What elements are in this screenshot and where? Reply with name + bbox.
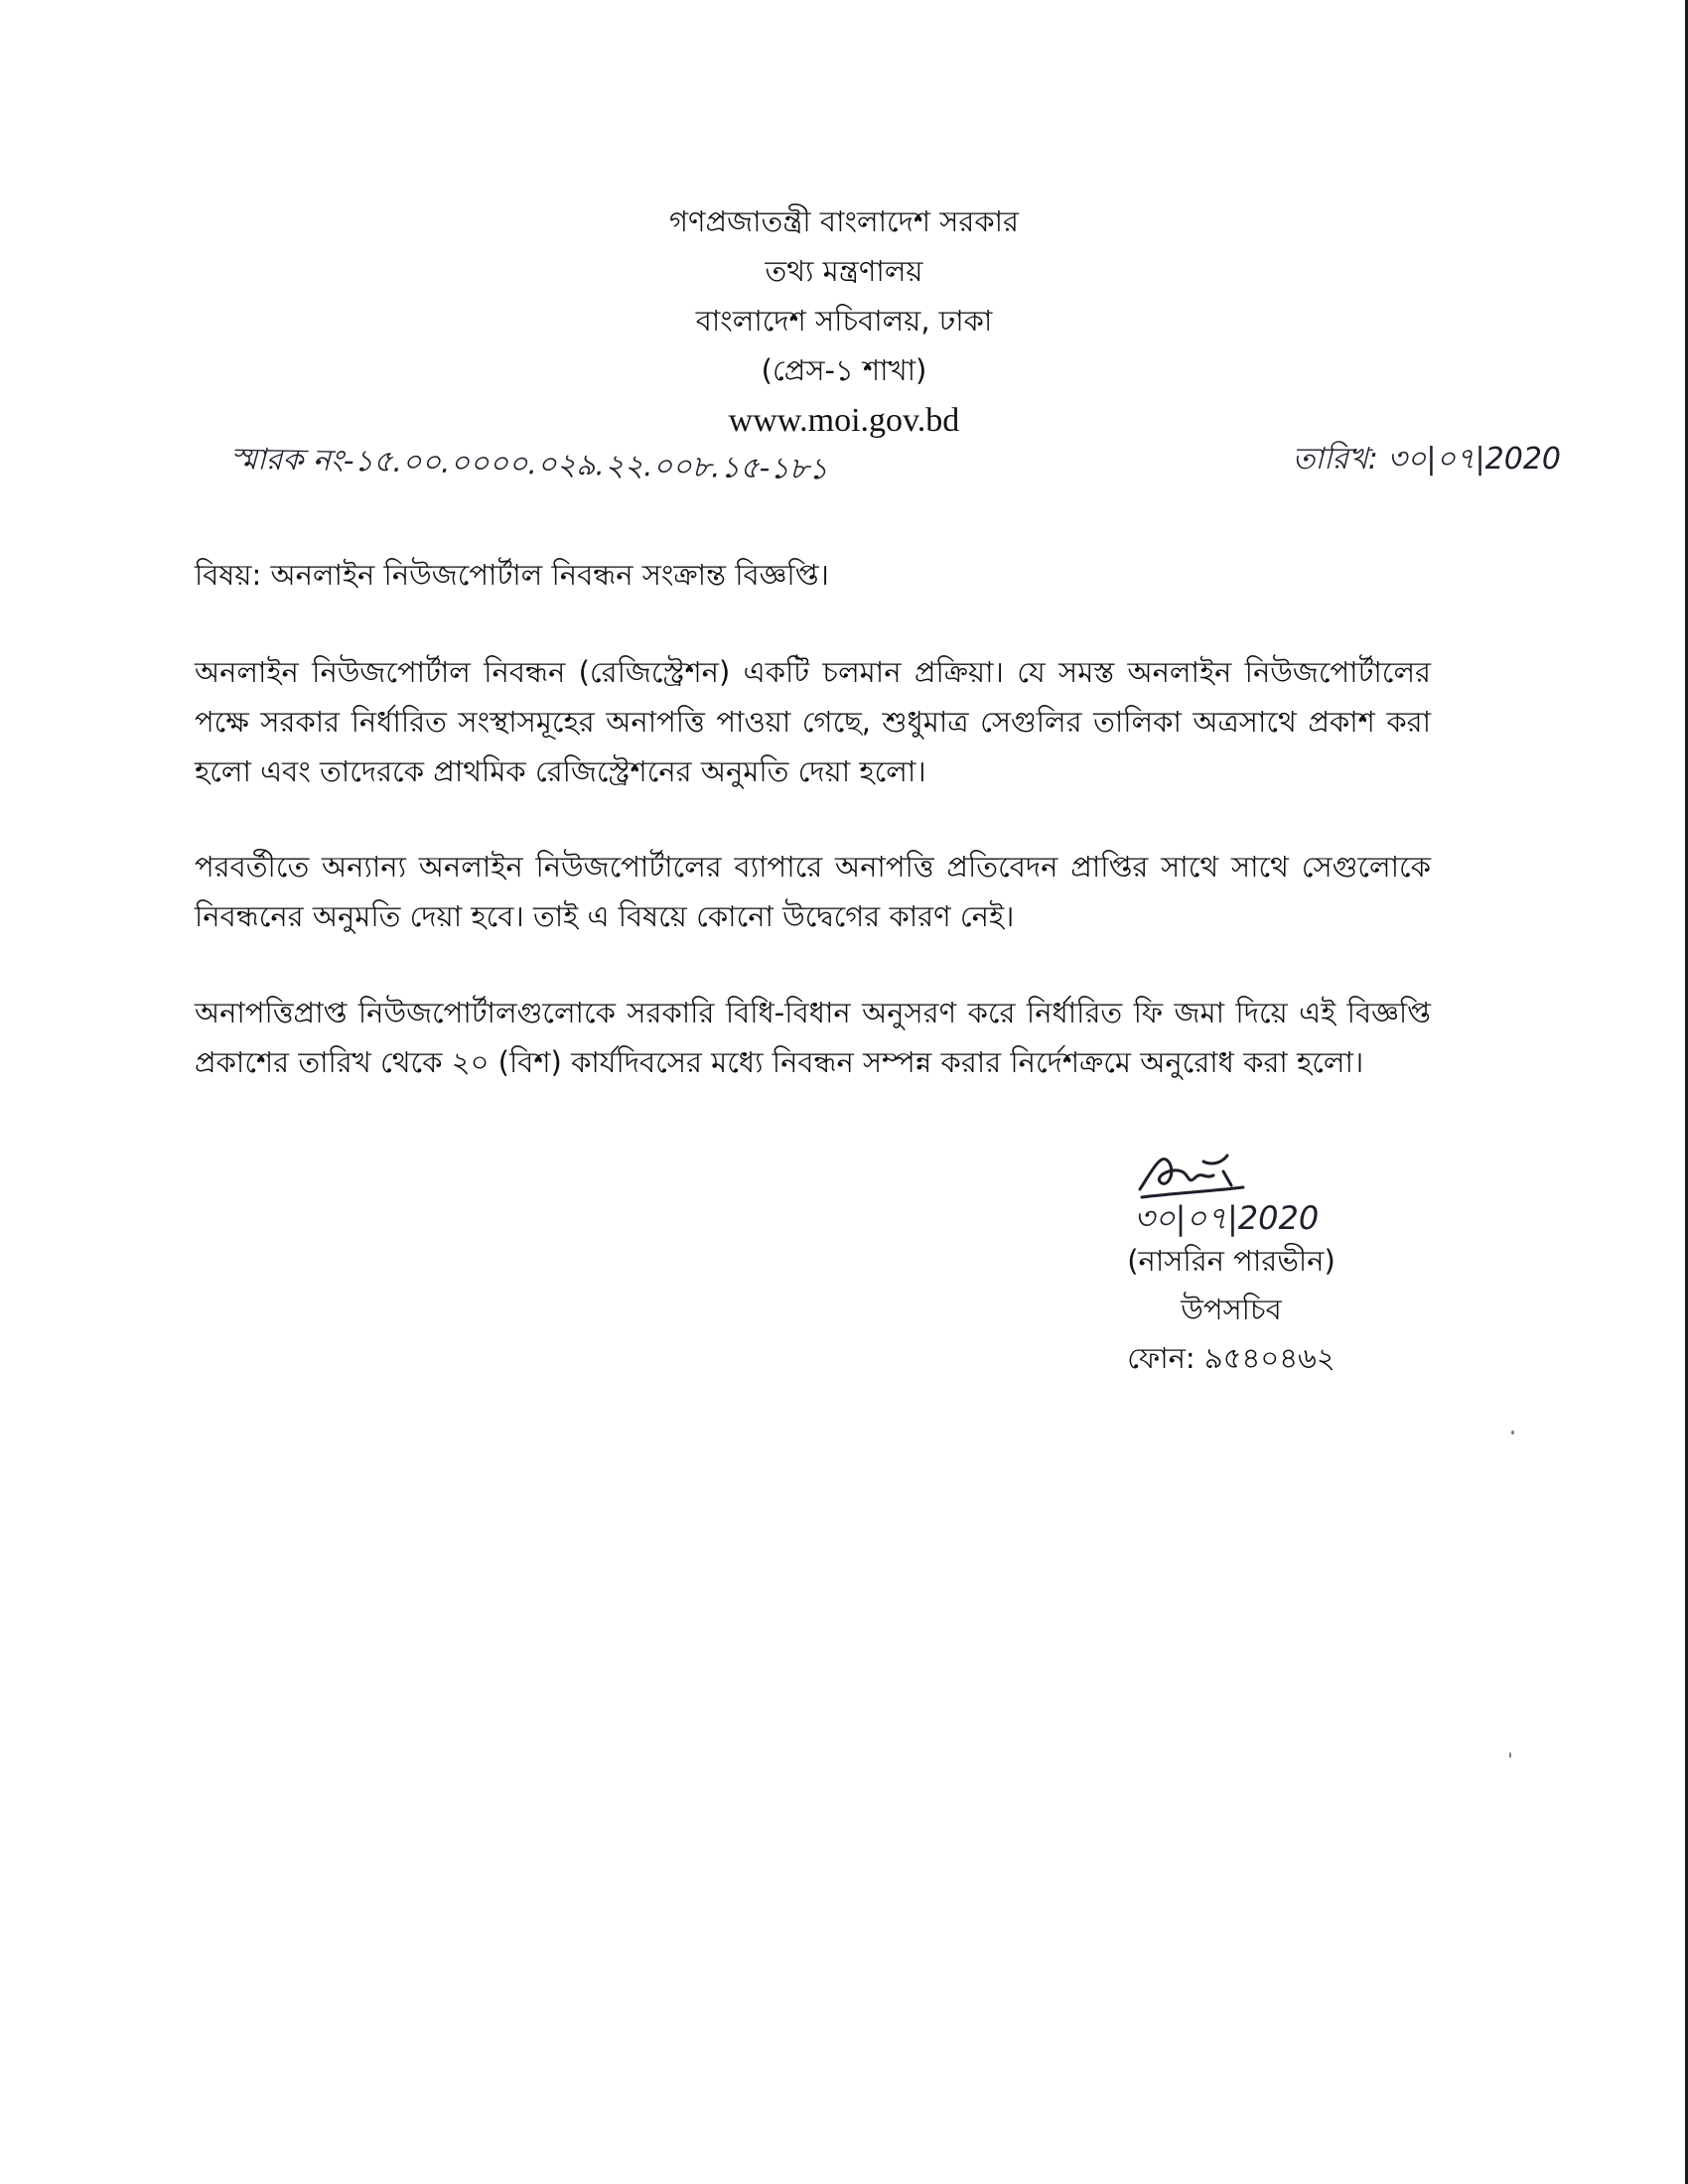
memo-date: তারিখ: ৩০|০৭|2020	[1292, 442, 1561, 477]
government-name: গণপ্রজাতন্ত্রী বাংলাদেশ সরকার	[668, 205, 1020, 238]
letterhead	[0, 197, 1688, 447]
signatory-designation: উপসচিব	[1181, 1293, 1282, 1326]
signature-date: ৩০|০৭|2020	[1134, 1199, 1320, 1237]
website-address: www.moi.gov.bd	[728, 402, 960, 439]
reference-line	[230, 435, 1561, 486]
signatory-name: (নাসরিন পারভীন)	[1127, 1244, 1336, 1278]
signature-block	[1082, 1130, 1380, 1388]
subject-line: বিষয়: অনলাইন নিউজপোর্টাল নিবন্ধন সংক্রান্ত বিজ্ঞপ্তি।	[195, 558, 829, 592]
office-location: বাংলাদেশ সচিবালয়, ঢাকা	[695, 304, 993, 338]
scan-speck	[1509, 1752, 1511, 1758]
body-paragraph-1: অনলাইন নিউজপোর্টাল নিবন্ধন (রেজিস্ট্রেশন) একটি চলমান প্রক্রিয়া। যে সমস্ত অনলাইন নিউজপোর্টালের পক্ষে সরকার নির্ধারিত সংস্থাসমূহের অনাপত্তি পাওয়া গেছে, শুধুমাত্র সেগুলির তালিকা অত্রসাথে প্রকাশ করা হলো এবং তাদেরকে প্রাথমিক রেজিস্ট্রেশনের অনুমতি দেয়া হলো।	[195, 655, 1431, 788]
body-paragraph-2: পরবর্তীতে অন্যান্য অনলাইন নিউজপোর্টালের ব্যাপারে অনাপত্তি প্রতিবেদন প্রাপ্তির সাথে সাথে সেগুলোকে নিবন্ধনের অনুমতি দেয়া হবে। তাই এ বিষয়ে কোনো উদ্বেগের কারণ নেই।	[195, 850, 1431, 933]
memo-number: স্মারক নং-১৫.০০.০০০০.০২৯.২২.০০৮.১৫-১৮১	[229, 442, 829, 487]
branch-name: (প্রেস-১ শাখা)	[761, 353, 927, 387]
body-paragraph-3: অনাপত্তিপ্রাপ্ত নিউজপোর্টালগুলোকে সরকারি বিধি-বিধান অনুসরণ করে নির্ধারিত ফি জমা দিয়ে এই বিজ্ঞপ্তি প্রকাশের তারিখ থেকে ২০ (বিশ) কার্যদিবসের মধ্যে নিবন্ধন সম্পন্ন করার নির্দেশক্রমে অনুরোধ করা হলো।	[195, 996, 1431, 1079]
ministry-name: তথ্য মন্ত্রণালয়	[765, 254, 923, 288]
signatory-phone: ফোন: ৯৫৪০৪৬২	[1127, 1341, 1336, 1375]
scan-speck	[1511, 1431, 1514, 1434]
